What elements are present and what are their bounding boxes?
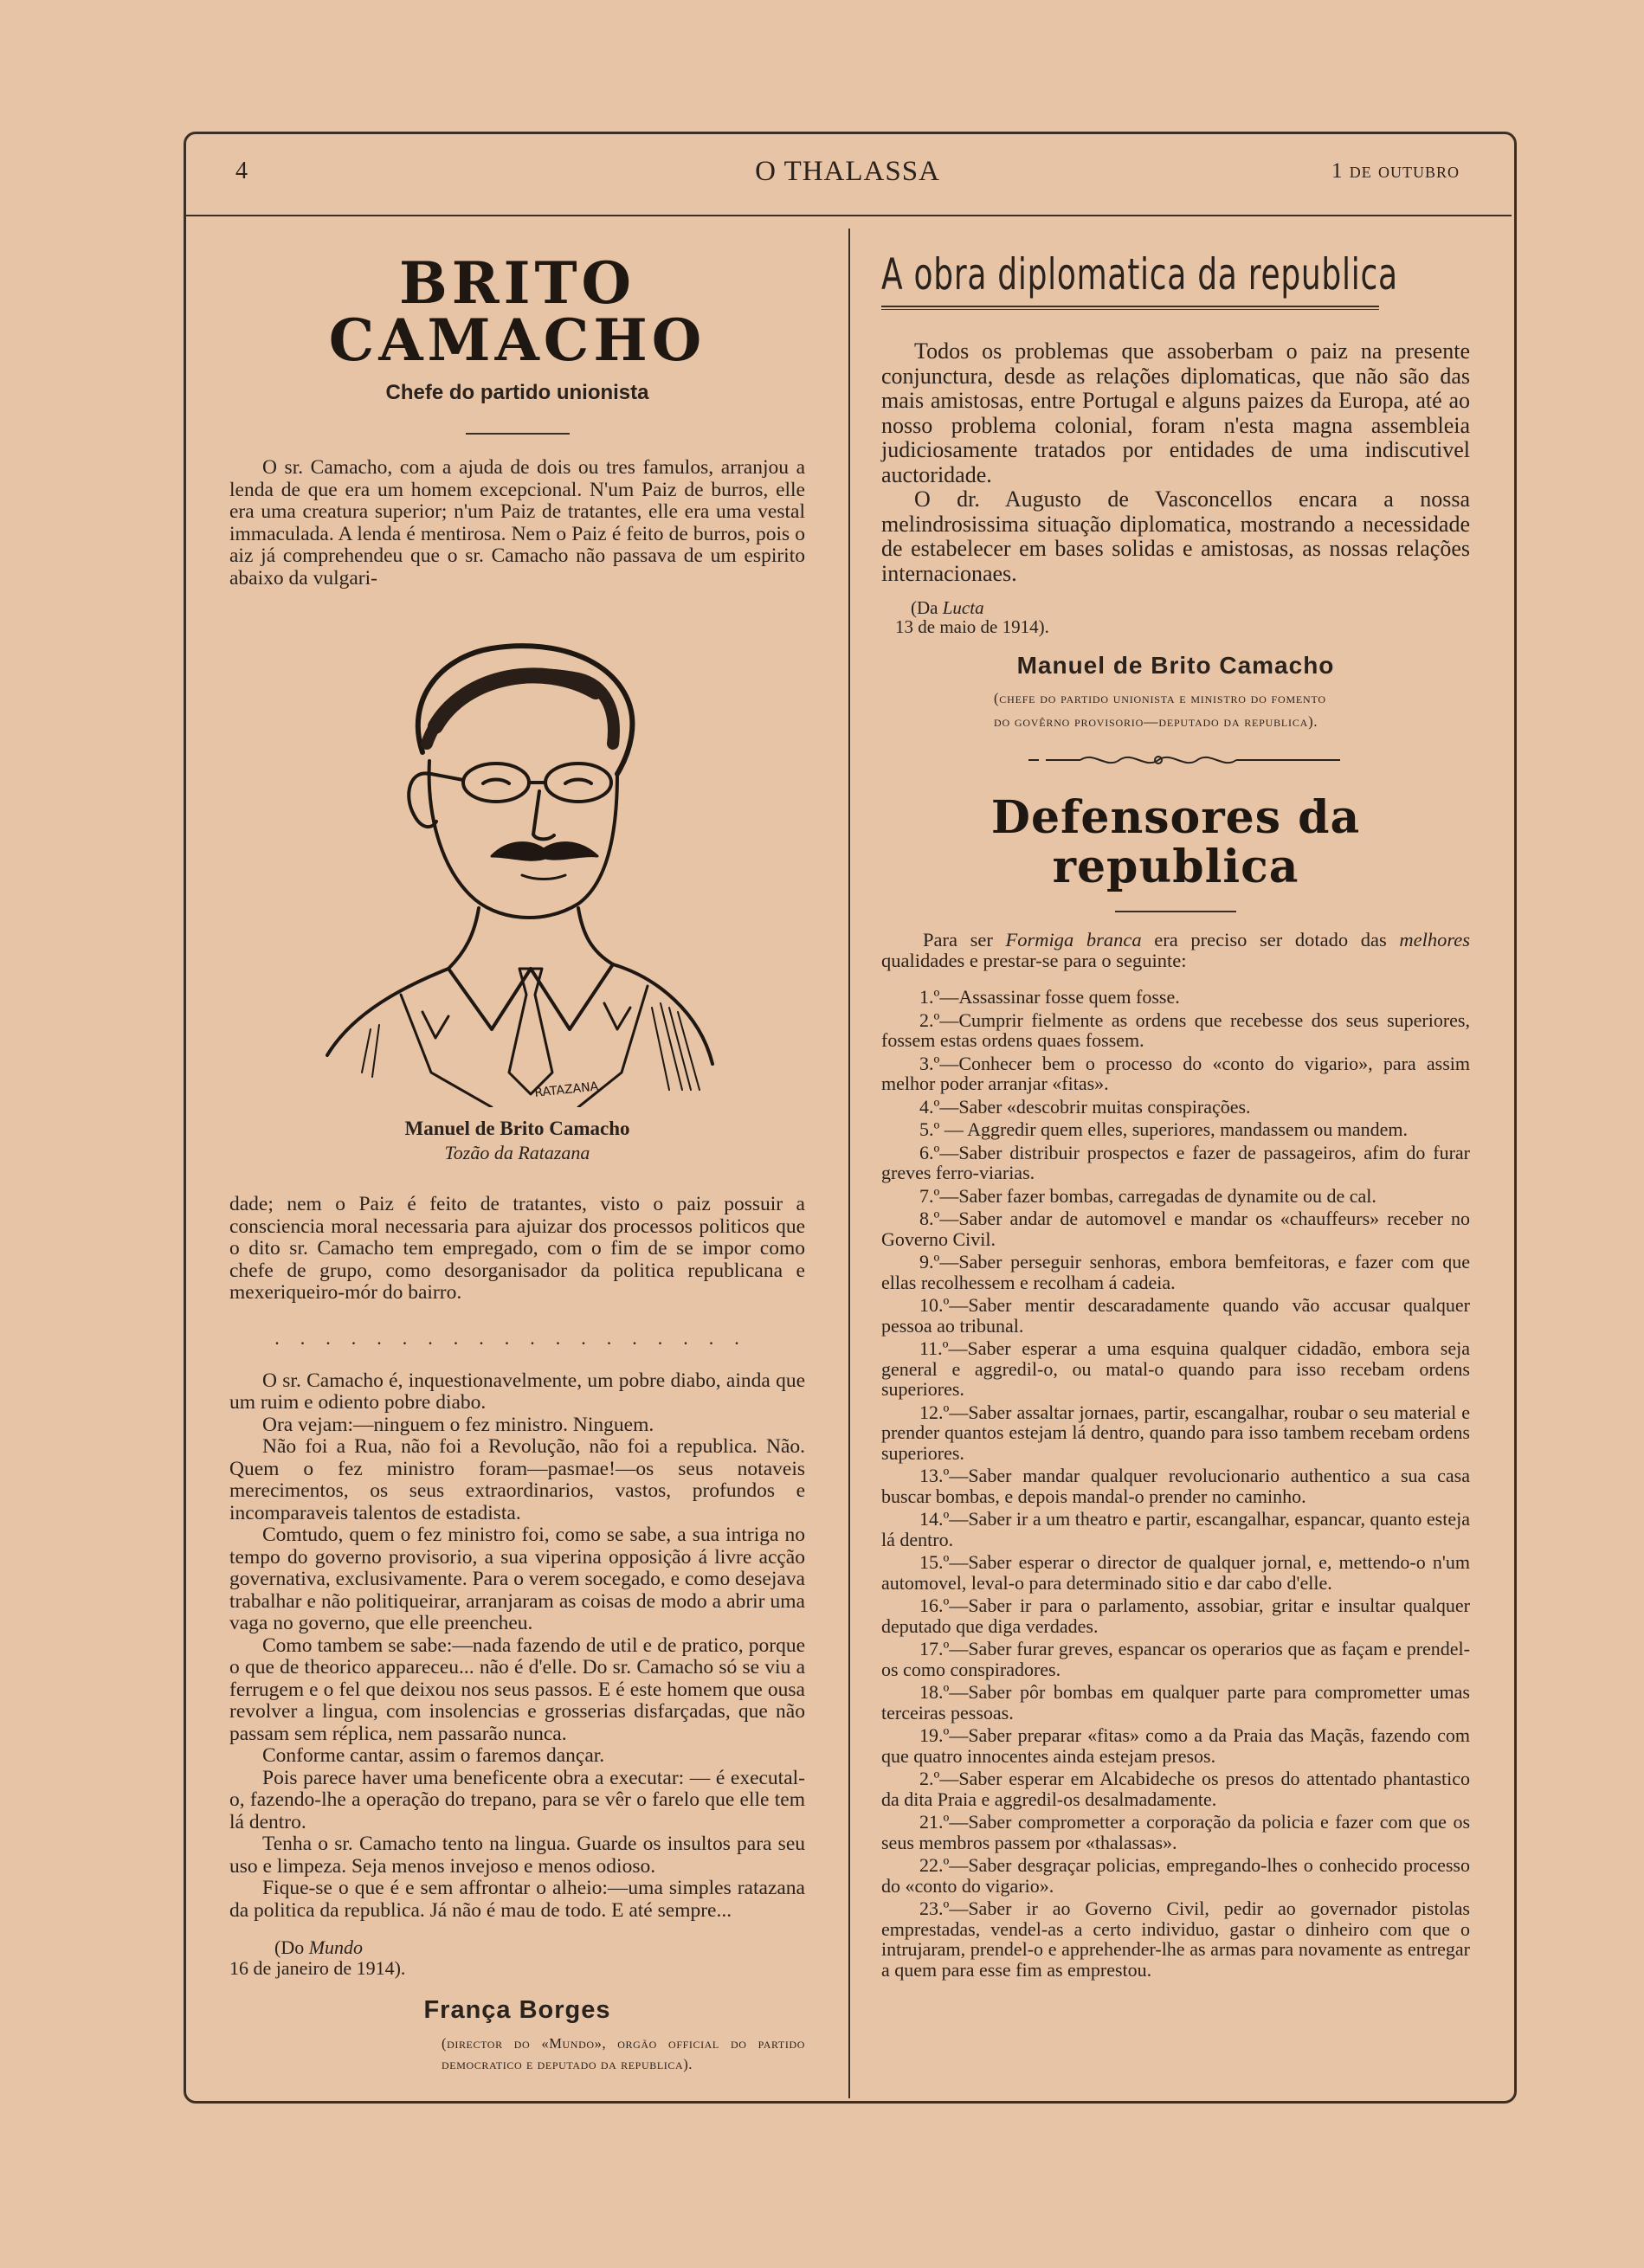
intro-emphasis: Formiga branca: [1005, 929, 1142, 951]
list-item: 11.º—Saber esperar a uma esquina qualquer cidadão, embora seja general e aggredil-o, ou matal-o quando para isso recebam ordens superiores.: [881, 1337, 1470, 1401]
list-item: 22.º—Saber desgraçar policias, empregando-lhes o conhecido processo do «conto do vigario».: [881, 1854, 1470, 1897]
issue-date: 1 de outubro: [1331, 159, 1460, 183]
author-note-line: (chefe do partido unionista e ministro do fomento: [994, 690, 1326, 706]
right-source-citation: [895, 598, 1470, 636]
list-item: 2.º—Cumprir fielmente as ordens que recebesse dos seus superiores, fossem estas ordens quaes fossem.: [881, 1008, 1470, 1052]
paragraph: Não foi a Rua, não foi a Revolução, não foi a republica. Não. Quem o fez ministro foram—pasmae!—os seus notaveis merecimentos, os seus extraordinarios, vastos, profundos e incomparaveis talentos de estadista.: [229, 1435, 805, 1524]
article-title-obra-diplomatica: A obra diplomatica da republica: [881, 249, 1398, 300]
paragraph: Pois parece haver uma beneficente obra a executar: — é executal-o, fazendo-lhe a operação do trepano, para se vêr o farelo que elle tem lá dentro.: [229, 1766, 805, 1833]
paragraph: Todos os problemas que assoberbam o paiz na presente conjunctura, desde as relações diplomaticas, que não são das mais amistosas, entre Portugal e alguns paizes da Europa, até ao nosso problema colonial, foram n'esta magna assembleia judiciosamente tratados por entidades de uma indiscutivel auctoridade.: [881, 338, 1470, 487]
list-item: 23.º—Saber ir ao Governo Civil, pedir ao governador pistolas emprestadas, vendel-as a certo individuo, gastar o dinheiro com que o intrujaram, prendel-o e apprehender-lhe as armas para novamente as entregar a quem para esse fim as emprestou.: [881, 1898, 1470, 1981]
list-item: 12.º—Saber assaltar jornaes, partir, escangalhar, roubar o seu material e prender quantos estejam lá dentro, quando para isso tambem recebam ordens superiores.: [881, 1401, 1470, 1464]
left-column: [229, 251, 805, 2075]
dotted-separator: ...................: [274, 1326, 760, 1349]
masthead: [184, 132, 1512, 216]
list-item: 18.º—Saber pôr bombas em qualquer parte para comprometter umas terceiras pessoas.: [881, 1681, 1470, 1724]
list-item: 7.º—Saber fazer bombas, carregadas de dynamite ou de cal.: [919, 1184, 1376, 1207]
list-item: 6.º—Saber distribuir prospectos e fazer de passageiros, afim do furar greves ferro-viarias.: [881, 1141, 1470, 1184]
paragraph: Fique-se o que é e sem affrontar o alheio:—uma simples ratazana da politica da republica. Já não é mau de todo. E até sempre...: [229, 1877, 805, 1922]
ornamental-divider: [1028, 749, 1340, 771]
column-divider: [848, 229, 850, 2098]
list-item: 4.º—Saber «descobrir muitas conspirações.: [919, 1095, 1251, 1118]
list-item: 3.º—Conhecer bem o processo do «conto do vigario», para assim melhor poder arranjar «fitas».: [881, 1052, 1470, 1095]
paragraph: Conforme cantar, assim o faremos dançar.: [262, 1744, 605, 1767]
paragraph-intro: O sr. Camacho, com a ajuda de dois ou tres famulos, arranjou a lenda de que era um homem excepcional. N'um Paiz de burros, elle era uma creatura superior; n'um Paiz de tratantes, elle era uma vestal immaculada. A lenda é mentirosa. Nem o Paiz é feito de burros, pois o aiz já comprehendeu que o sr. Camacho não passava de um espirito abaixo da vulgari-: [229, 456, 805, 590]
article-subtitle: Chefe do partido unionista: [385, 381, 649, 404]
portrait-caption-name: Manuel de Brito Camacho: [404, 1118, 630, 1139]
right-article-body: [881, 339, 1470, 586]
paragraph: Comtudo, quem o fez ministro foi, como se sabe, a sua intriga no tempo do governo provisorio, a sua viperina opposição á livre acção governativa, exclusivamente. Para o verem socegado, e como desejava trabalhar e não politiqueirar, arranjaram as coisas de modo a abrir uma vaga no governo, que elle preencheu.: [229, 1524, 805, 1634]
source-name: Mundo: [308, 1936, 364, 1958]
list-item: 8.º—Saber andar de automovel e mandar os «chauffeurs» receber no Governo Civil.: [881, 1208, 1470, 1250]
source-date: 16 de janeiro de 1914).: [229, 1957, 406, 1979]
left-author-name: França Borges: [423, 1996, 611, 2024]
list-item: 10.º—Saber mentir descaradamente quando vão accusar qualquer pessoa ao tribunal.: [881, 1294, 1470, 1337]
portrait-caption-credit: Tozão da Ratazana: [444, 1142, 590, 1163]
left-author-note: (director do «Mundo», orgão official do partido democratico e deputado da republica).: [442, 2035, 805, 2072]
list-item: 14.º—Saber ir a um theatro e partir, escangalhar, espancar, quanto esteja lá dentro.: [881, 1508, 1470, 1550]
paragraph: Ora vejam:—ninguem o fez ministro. Ninguem.: [262, 1413, 654, 1436]
paragraph: O dr. Augusto de Vasconcellos encara a nossa melindrosissima situação diplomatica, mostrando a necessidade de estabelecer em bases solidas e amistosas, as nossas relações internacionaes.: [881, 486, 1470, 586]
left-article-body: [229, 1370, 805, 1923]
portrait-illustration: [319, 622, 717, 1107]
double-rule: [881, 306, 1379, 310]
paragraph: Tenha o sr. Camacho tento na lingua. Guarde os insultos para seu uso e limpeza. Seja menos invejoso e menos odioso.: [229, 1833, 805, 1878]
intro-emphasis: melhores: [1399, 929, 1471, 951]
newspaper-title: O THALASSA: [755, 156, 940, 187]
list-item: 19.º—Saber preparar «fitas» como a da Praia das Maçãs, fazendo com que quatro innocentes ainda estejam presos.: [881, 1724, 1470, 1767]
right-column: [881, 251, 1470, 1982]
intro-text: Para ser: [923, 929, 1006, 951]
article-title-brito-camacho: BRITO CAMACHO: [328, 249, 706, 374]
source-date: 13 de maio de 1914).: [895, 616, 1049, 637]
requirements-list: [881, 987, 1470, 1980]
author-note-line: do govêrno provisorio—deputado da republica).: [994, 713, 1318, 730]
paragraph: Como tambem se sabe:—nada fazendo de util e de pratico, porque o que de theorico appareceu... não é d'elle. Do sr. Camacho só se viu a ferrugem e o fel que deixou nos seus passos. E é este homem que ousa revolver a lingua, com insolencias e grosserias disfarçadas, que não passam sem réplica, nem passarão nunca.: [229, 1633, 805, 1745]
list-item: 21.º—Saber comprometter a corporação da policia e fazer com que os seus membros passem por «thalassas».: [881, 1811, 1470, 1853]
short-rule: [1115, 911, 1236, 912]
list-item: 9.º—Saber perseguir senhoras, embora bemfeitoras, e fazer com que ellas recolhessem e recolham á cadeia.: [881, 1251, 1470, 1293]
source-prefix: (Da: [911, 597, 943, 618]
list-item: 2.º—Saber esperar em Alcabideche os presos do attentado phantastico da dita Praia e aggredil-os desalmadamente.: [881, 1768, 1470, 1810]
left-source-citation: [229, 1937, 805, 1979]
paragraph-continuation: dade; nem o Paiz é feito de tratantes, visto o paiz possuir a consciencia moral necessaria para ajuizar dos processos politicos que o dito sr. Camacho tem empregado, com o fim de se impor como chefe de grupo, como desorganisador da politica republicana e mexeriqueiro-mór do bairro.: [229, 1193, 805, 1304]
paragraph: O sr. Camacho é, inquestionavelmente, um pobre diabo, ainda que um ruim e odiento pobre diabo.: [229, 1369, 805, 1414]
portrait-drawing: [319, 622, 717, 1107]
page-number: 4: [235, 158, 248, 184]
list-item: 16.º—Saber ir para o parlamento, assobiar, gritar e insultar qualquer deputado que diga verdades.: [881, 1595, 1470, 1637]
source-prefix: (Do: [274, 1936, 309, 1958]
list-item: 5.º — Aggredir quem elles, superiores, mandassem ou mandem.: [919, 1118, 1409, 1141]
intro-text: qualidades e prestar-se para o seguinte:: [881, 950, 1187, 972]
right-author-note: [994, 686, 1470, 733]
source-name: Lucta: [942, 597, 984, 618]
short-rule: [466, 433, 570, 435]
intro-text: era preciso ser dotado das: [1141, 929, 1400, 951]
defensores-intro: [881, 930, 1470, 971]
list-item: 15.º—Saber esperar o director de qualquer jornal, e, mettendo-o n'um automovel, leval-o para determinado sitio e dar cabo d'elle.: [881, 1551, 1470, 1594]
list-item: 13.º—Saber mandar qualquer revolucionario authentico a sua casa buscar bombas, e depois mandal-o prender no caminho.: [881, 1465, 1470, 1507]
right-author-name: Manuel de Brito Camacho: [1016, 652, 1335, 679]
list-item: 1.º—Assassinar fosse quem fosse.: [919, 986, 1180, 1008]
portrait-signature: RATAZANA: [533, 1079, 599, 1100]
list-item: 17.º—Saber furar greves, espancar os operarios que as façam e prendel-os como conspiradores.: [881, 1638, 1470, 1680]
article-title-defensores: Defensores da republica: [990, 791, 1361, 894]
